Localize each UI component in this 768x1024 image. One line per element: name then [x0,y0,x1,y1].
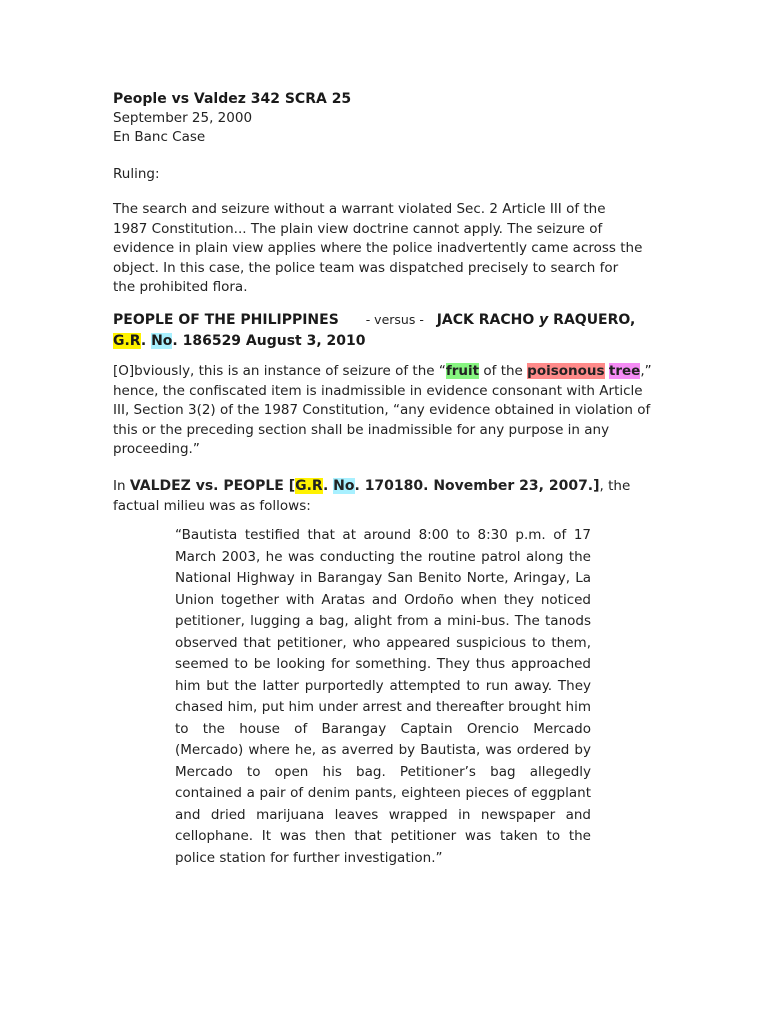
party-2-surname: RAQUERO, [548,312,636,328]
fruit-highlight: fruit [445,363,480,379]
gr-dot: . [140,333,147,349]
party-2-y: y [539,312,549,328]
gr-highlight: G.R [113,333,141,349]
valdez-gr-highlight: G.R [295,478,323,494]
case-type: En Banc Case [113,129,206,145]
racho-of-the: of the [479,363,528,379]
ruling-text: The search and seizure without a warrant violated Sec. 2 Article III of the 1987 Constitution... The plain view doctrine cannot apply. The seizure of evidence in plain view applies where the police inadvertently came across the object. In this case, the police team was dispatched precisely to search for the prohibited flora. [113,201,643,295]
testimony-quote: “Bautista testified that at around 8:00 to 8:30 p.m. of 17 March 2003, he was conducting the routine patrol along the National Highway in Barangay San Benito Norte, Aringay, La Union together with Aratas and Ordoño when they noticed petitioner, lugging a bag, alight from a mini-bus. The tanods observed that petitioner, who appeared suspicious to them, seemed to be looking for something. They thus approached him but the latter purportedly attempted to run away. They chased him, put him under arrest and thereafter brought him to the house of Barangay Captain Orencio Mercado (Mercado) where he, as averred by Bautista, was ordered by Mercado to open his bag. Petitioner’s bag allegedly contained a pair of denim pants, eighteen pieces of eggplant and dried marijuana leaves wrapped in newspaper and cellophane. It was then that petitioner was taken to the police station for further investigation.” [175,527,591,866]
valdez-intro [113,476,658,516]
valdez-in: In [113,478,130,494]
racho-citation: . 186529 August 3, 2010 [172,333,366,349]
no-highlight: No [151,333,173,349]
tree-highlight: tree [608,363,641,379]
valdez-intro-end: , the factual milieu was as follows: [113,478,631,514]
racho-text-start: [O]bviously, this is an instance of seizure of the “ [113,363,446,379]
versus-label: - versus - [365,312,424,327]
valdez-citation: . 170180. November 23, 2007.] [354,478,600,494]
case-date: September 25, 2000 [113,110,253,126]
racho-paragraph [113,362,658,460]
ruling-label: Ruling: [113,166,160,182]
racho-text-end: ,” hence, the confiscated item is inadmissible in evidence consonant with Article III, Section 3(2) of the 1987 Constitution, “any evidence obtained in violation of this or the preceding section shall be inadmissible for any purpose in any proceeding.” [113,363,652,457]
poisonous-highlight: poisonous [527,363,605,379]
valdez-no-highlight: No [333,478,355,494]
party-1: PEOPLE OF THE PHILIPPINES [113,312,339,328]
case-title: People vs Valdez 342 SCRA 25 [113,91,352,107]
party-2-name: JACK RACHO [436,312,540,328]
valdez-gr-dot: . [322,478,334,494]
racho-case-heading [113,309,653,352]
valdez-case-name: VALDEZ vs. PEOPLE [ [129,478,296,494]
